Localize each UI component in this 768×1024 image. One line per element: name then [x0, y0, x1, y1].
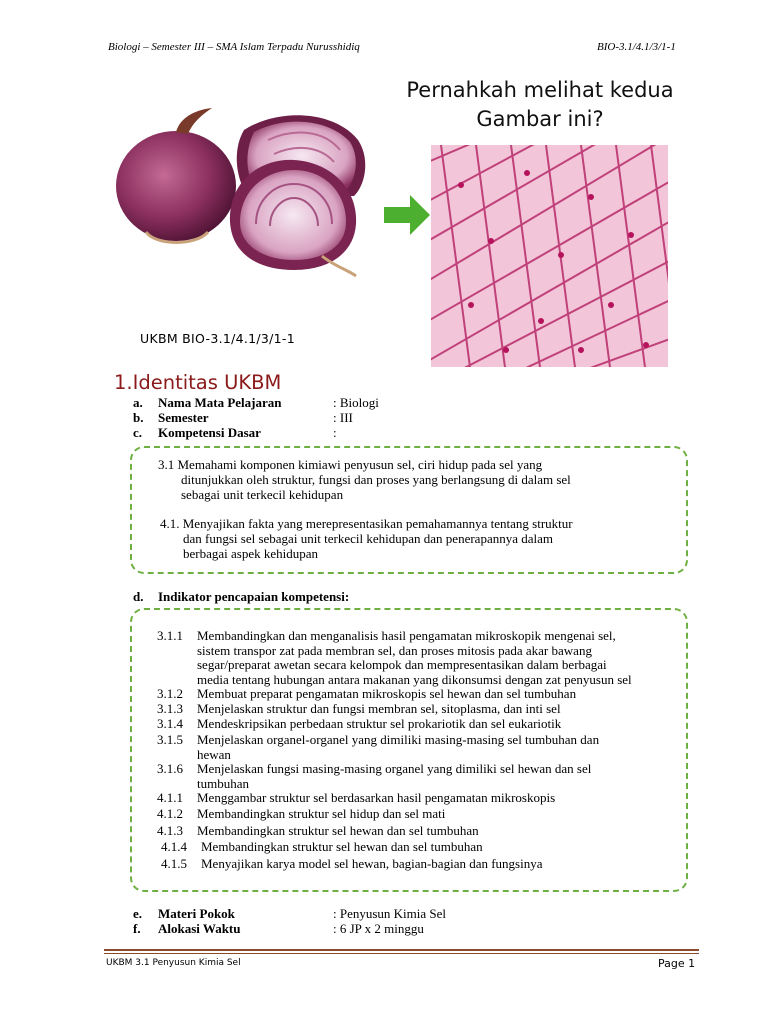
indicator-text — [197, 629, 687, 687]
indicator-line: sistem transpor zat pada membran sel, dan proses mitosis pada akar bawang — [197, 642, 592, 658]
indicator-number: 3.1.1 — [157, 628, 183, 643]
indicator-line: Mendeskripsikan perbedaan struktur sel prokariotik dan sel eukariotik — [197, 716, 562, 731]
section-heading: 1.Identitas UKBM — [114, 371, 282, 394]
indicator-line: Menjelaskan organel-organel yang dimiliki masing-masing sel tumbuhan dan — [197, 732, 600, 747]
indicator-heading: Indikator pencapaian kompetensi: — [158, 589, 350, 604]
indicator-number: 4.1.5 — [161, 856, 187, 871]
kd-line: ditunjukkan oleh struktur, fungsi dan proses yang berlangsung di dalam sel — [181, 472, 571, 487]
indicator-number: 3.1.5 — [157, 732, 183, 747]
footer-rule — [104, 949, 699, 951]
row-value: : Penyusun Kimia Sel — [333, 906, 447, 921]
row-key: Nama Mata Pelajaran — [158, 395, 282, 410]
indicator-line: Menjelaskan struktur dan fungsi membran sel, sitoplasma, dan inti sel — [197, 701, 561, 716]
indicator-line: Menggambar struktur sel berdasarkan hasil pengamatan mikroskopis — [197, 790, 556, 805]
intro-question: Pernahkah melihat kedua Gambar ini? — [406, 78, 674, 131]
indicator-number: 4.1.3 — [157, 823, 183, 838]
indicator-heading-row — [133, 589, 533, 605]
indicator-number: 4.1.1 — [157, 790, 183, 805]
indicator-line: Membandingkan dan menganalisis hasil pengamatan mikroskopik mengenai sel, — [197, 628, 616, 643]
kd-line: dan fungsi sel sebagai unit terkecil kehidupan dan penerapannya dalam — [183, 531, 554, 546]
row-value: : III — [333, 410, 353, 425]
closing-row — [133, 921, 533, 937]
row-key: Alokasi Waktu — [158, 921, 241, 936]
footer-left: UKBM 3.1 Penyusun Kimia Sel — [106, 958, 241, 968]
indicator-text — [201, 840, 691, 855]
row-label: d. — [133, 589, 144, 604]
kd-line: sebagai unit terkecil kehidupan — [181, 487, 344, 502]
indicator-line: Menyajikan karya model sel hewan, bagian-bagian dan fungsinya — [201, 856, 543, 871]
indicator-line: Membandingkan struktur sel hidup dan sel mati — [197, 806, 446, 821]
row-value: : Biologi — [333, 395, 379, 410]
indicator-number: 4.1.4 — [161, 839, 187, 854]
row-label: f. — [133, 921, 141, 936]
identity-row — [133, 395, 433, 411]
indicator-text — [197, 791, 687, 806]
kd-line: berbagai aspek kehidupan — [183, 546, 319, 561]
indicator-text — [197, 687, 687, 702]
row-value: : — [333, 425, 337, 440]
indicator-text — [201, 857, 691, 872]
row-key: Semester — [158, 410, 209, 425]
row-key: Kompetensi Dasar — [158, 425, 261, 440]
indicator-number: 3.1.2 — [157, 686, 183, 701]
indicator-line: tumbuhan — [197, 775, 249, 791]
row-label: b. — [133, 410, 144, 425]
row-value: : 6 JP x 2 minggu — [333, 921, 424, 936]
indicator-text — [197, 733, 687, 762]
indicator-text — [197, 717, 687, 732]
kd-3-1 — [158, 457, 658, 502]
indicator-line: Membuat preparat pengamatan mikroskopis sel hewan dan sel tumbuhan — [197, 686, 577, 701]
indicator-line: Menjelaskan fungsi masing-masing organel yang dimiliki sel hewan dan sel — [197, 761, 592, 776]
header-right: BIO-3.1/4.1/3/1-1 — [597, 41, 676, 53]
kd-line: 3.1 Memahami komponen kimiawi penyusun sel, ciri hidup pada sel yang — [158, 457, 543, 472]
header-left: Biologi – Semester III – SMA Islam Terpadu Nurusshidiq — [108, 41, 360, 53]
identity-row — [133, 425, 433, 441]
indicator-line: Membandingkan struktur sel hewan dan sel tumbuhan — [197, 823, 479, 838]
page-number: Page 1 — [658, 957, 696, 970]
indicator-text — [197, 824, 687, 839]
indicator-text — [197, 762, 687, 791]
indicator-line: Membandingkan struktur sel hewan dan sel tumbuhan — [201, 839, 483, 854]
identity-row — [133, 410, 433, 426]
ukbm-code: UKBM BIO-3.1/4.1/3/1-1 — [140, 331, 296, 346]
indicator-text — [197, 807, 687, 822]
row-label: a. — [133, 395, 143, 410]
indicator-line: segar/preparat awetan secara kelompok dan mempresentasikan dalam berbagai — [197, 657, 607, 672]
closing-row — [133, 906, 533, 922]
indicator-text — [197, 702, 687, 717]
row-key: Materi Pokok — [158, 906, 235, 921]
indicator-line: hewan — [197, 746, 231, 762]
indicator-line: media tentang hubungan antara makanan yang dikonsumsi dengan zat penyusun sel — [197, 671, 632, 687]
indicator-number: 4.1.2 — [157, 806, 183, 821]
row-label: c. — [133, 425, 143, 440]
indicator-number: 3.1.3 — [157, 701, 183, 716]
onion-image — [108, 100, 384, 290]
row-label: e. — [133, 906, 143, 921]
indicator-number: 3.1.6 — [157, 761, 183, 776]
footer-rule — [104, 953, 699, 954]
kd-line: 4.1. Menyajikan fakta yang merepresentasikan pemahamannya tentang struktur — [160, 516, 573, 531]
microscope-cells-image — [431, 145, 668, 367]
arrow-right-icon — [384, 193, 432, 237]
indicator-number: 3.1.4 — [157, 716, 183, 731]
kd-4-1 — [160, 516, 660, 561]
